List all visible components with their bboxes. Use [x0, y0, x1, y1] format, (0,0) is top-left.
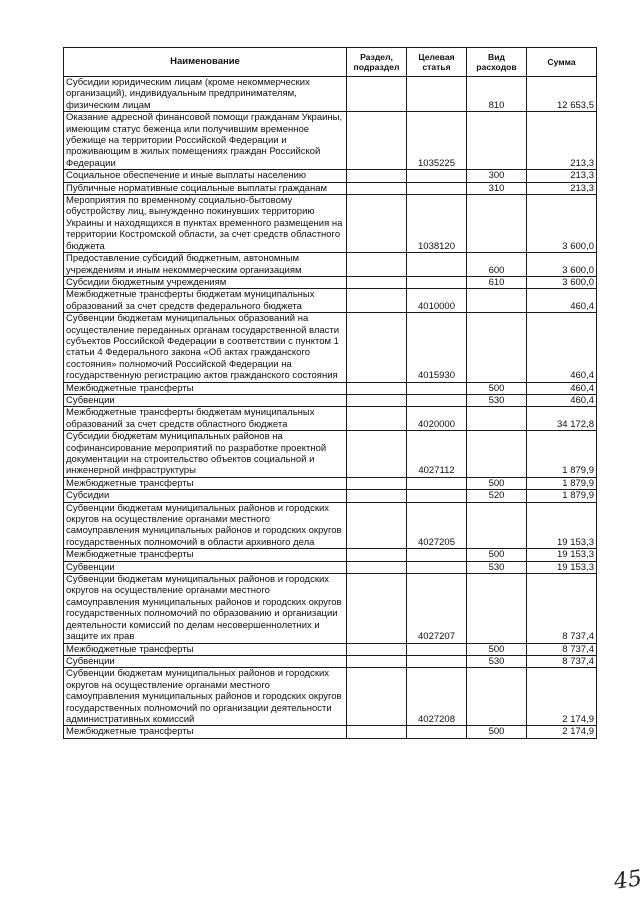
- cell-section: [347, 490, 407, 502]
- cell-type: [467, 112, 527, 170]
- cell-article: 4010000: [407, 289, 467, 313]
- cell-type: 810: [467, 77, 527, 112]
- cell-name: Оказание адресной финансовой помощи гражданам Украины, имеющим статус беженца или получившим временное убежище на территории Российской Федерации и проживающим в жилых помещениях граждан Российской Федерации: [64, 112, 347, 170]
- cell-name: Субвенции: [64, 394, 347, 406]
- cell-sum: 213,3: [527, 182, 597, 194]
- cell-article: [407, 170, 467, 182]
- cell-article: 4027112: [407, 431, 467, 478]
- budget-table: [63, 47, 597, 739]
- cell-name: Межбюджетные трансферты: [64, 382, 347, 394]
- table-row: [64, 655, 597, 667]
- table-row: [64, 195, 597, 253]
- cell-section: [347, 477, 407, 489]
- cell-sum: 213,3: [527, 112, 597, 170]
- cell-name: Публичные нормативные социальные выплаты гражданам: [64, 182, 347, 194]
- table-row: [64, 549, 597, 561]
- cell-type: 610: [467, 276, 527, 288]
- cell-article: [407, 643, 467, 655]
- cell-type: [467, 289, 527, 313]
- cell-sum: 8 737,4: [527, 655, 597, 667]
- cell-name: Социальное обеспечение и иные выплаты населению: [64, 170, 347, 182]
- cell-article: [407, 726, 467, 738]
- table-row: [64, 726, 597, 738]
- cell-sum: 460,4: [527, 313, 597, 382]
- cell-type: [467, 407, 527, 431]
- cell-type: 530: [467, 394, 527, 406]
- cell-section: [347, 668, 407, 726]
- cell-sum: 3 600,0: [527, 195, 597, 253]
- table-header-row: [64, 48, 597, 77]
- cell-name: Субвенции бюджетам муниципальных районов и городских округов на осуществление органами местного самоуправления муниципальных районов и городских округов государственных полномочий в области архивного дела: [64, 502, 347, 549]
- cell-article: 1038120: [407, 195, 467, 253]
- cell-name: Межбюджетные трансферты бюджетам муниципальных образований за счет средств федерального бюджета: [64, 289, 347, 313]
- cell-article: [407, 477, 467, 489]
- cell-section: [347, 726, 407, 738]
- cell-sum: 460,4: [527, 289, 597, 313]
- cell-sum: 3 600,0: [527, 253, 597, 277]
- cell-sum: 12 653,5: [527, 77, 597, 112]
- cell-name: Межбюджетные трансферты: [64, 643, 347, 655]
- cell-type: 530: [467, 655, 527, 667]
- table-row: [64, 253, 597, 277]
- cell-name: Субвенции бюджетам муниципальных районов и городских округов на осуществление органами местного самоуправления муниципальных районов и городских округов государственных полномочий по образованию и организации деятельности комиссий по делам несовершеннолетних и защите их прав: [64, 574, 347, 643]
- cell-sum: 34 172,8: [527, 407, 597, 431]
- cell-article: [407, 276, 467, 288]
- handwritten-page-number: 45: [612, 866, 644, 895]
- header-type: Вид расходов: [467, 48, 527, 77]
- cell-name: Межбюджетные трансферты: [64, 477, 347, 489]
- cell-type: [467, 195, 527, 253]
- table-row: [64, 477, 597, 489]
- cell-article: [407, 561, 467, 573]
- cell-article: 1035225: [407, 112, 467, 170]
- cell-section: [347, 574, 407, 643]
- cell-type: 500: [467, 382, 527, 394]
- cell-section: [347, 276, 407, 288]
- cell-name: Субсидии юридическим лицам (кроме некоммерческих организаций), индивидуальным предпринимателям, физическим лицам: [64, 77, 347, 112]
- cell-sum: 2 174,9: [527, 668, 597, 726]
- table-row: [64, 382, 597, 394]
- cell-section: [347, 170, 407, 182]
- cell-name: Межбюджетные трансферты бюджетам муниципальных образований за счет средств областного бюджета: [64, 407, 347, 431]
- table-row: [64, 561, 597, 573]
- cell-sum: 1 879,9: [527, 477, 597, 489]
- table-row: [64, 182, 597, 194]
- header-name: Наименование: [64, 48, 347, 77]
- cell-section: [347, 195, 407, 253]
- cell-article: [407, 394, 467, 406]
- document-page: [63, 47, 596, 739]
- cell-article: [407, 182, 467, 194]
- cell-type: 600: [467, 253, 527, 277]
- cell-article: 4027205: [407, 502, 467, 549]
- table-row: [64, 407, 597, 431]
- cell-section: [347, 655, 407, 667]
- table-row: [64, 77, 597, 112]
- cell-type: 500: [467, 549, 527, 561]
- cell-name: Мероприятия по временному социально-бытовому обустройству лиц, вынужденно покинувших территорию Украины и находящихся в пунктах временного размещения на территории Костромской области, за счет средств областного бюджета: [64, 195, 347, 253]
- cell-section: [347, 253, 407, 277]
- table-row: [64, 574, 597, 643]
- table-row: [64, 502, 597, 549]
- cell-section: [347, 382, 407, 394]
- cell-name: Субсидии бюджетным учреждениям: [64, 276, 347, 288]
- cell-name: Субвенции бюджетам муниципальных районов и городских округов на осуществление органами местного самоуправления муниципальных районов и городских округов государственных полномочий по организации деятельности административных комиссий: [64, 668, 347, 726]
- cell-section: [347, 313, 407, 382]
- table-row: [64, 668, 597, 726]
- cell-name: Межбюджетные трансферты: [64, 549, 347, 561]
- header-sum: Сумма: [527, 48, 597, 77]
- cell-article: [407, 77, 467, 112]
- cell-section: [347, 77, 407, 112]
- cell-article: 4027208: [407, 668, 467, 726]
- cell-type: 310: [467, 182, 527, 194]
- table-body: [64, 77, 597, 739]
- cell-name: Субвенции: [64, 655, 347, 667]
- cell-article: 4020000: [407, 407, 467, 431]
- cell-sum: 8 737,4: [527, 574, 597, 643]
- cell-type: [467, 502, 527, 549]
- cell-sum: 2 174,9: [527, 726, 597, 738]
- cell-type: 520: [467, 490, 527, 502]
- cell-sum: 460,4: [527, 382, 597, 394]
- cell-type: 530: [467, 561, 527, 573]
- table-row: [64, 490, 597, 502]
- cell-name: Субвенции: [64, 561, 347, 573]
- cell-section: [347, 407, 407, 431]
- cell-section: [347, 112, 407, 170]
- cell-name: Субсидии бюджетам муниципальных районов на софинансирование мероприятий по разработке проектной документации на строительство объектов социальной и инженерной инфраструктуры: [64, 431, 347, 478]
- cell-sum: 1 879,9: [527, 490, 597, 502]
- cell-sum: 19 153,3: [527, 549, 597, 561]
- cell-name: Предоставление субсидий бюджетным, автономным учреждениям и иным некоммерческим организациям: [64, 253, 347, 277]
- cell-section: [347, 549, 407, 561]
- cell-type: 500: [467, 477, 527, 489]
- cell-sum: 8 737,4: [527, 643, 597, 655]
- table-row: [64, 289, 597, 313]
- cell-section: [347, 289, 407, 313]
- cell-type: [467, 668, 527, 726]
- header-article: Целевая статья: [407, 48, 467, 77]
- cell-section: [347, 182, 407, 194]
- cell-article: [407, 382, 467, 394]
- header-section: Раздел, подраздел: [347, 48, 407, 77]
- table-row: [64, 643, 597, 655]
- cell-article: 4027207: [407, 574, 467, 643]
- cell-article: [407, 549, 467, 561]
- table-row: [64, 394, 597, 406]
- cell-type: 500: [467, 643, 527, 655]
- cell-type: 500: [467, 726, 527, 738]
- cell-sum: 19 153,3: [527, 561, 597, 573]
- cell-sum: 19 153,3: [527, 502, 597, 549]
- cell-article: [407, 253, 467, 277]
- cell-name: Субсидии: [64, 490, 347, 502]
- cell-article: [407, 490, 467, 502]
- cell-name: Субвенции бюджетам муниципальных образований на осуществление переданных органам государственной власти субъектов Российской Федерации в соответствии с пунктом 1 статьи 4 Федерального закона «Об актах гражданского состояния» полномочий Российской Федерации на государственную регистрацию актов гражданского состояния: [64, 313, 347, 382]
- cell-section: [347, 502, 407, 549]
- cell-sum: 1 879,9: [527, 431, 597, 478]
- table-row: [64, 112, 597, 170]
- cell-article: [407, 655, 467, 667]
- cell-sum: 460,4: [527, 394, 597, 406]
- cell-sum: 213,3: [527, 170, 597, 182]
- cell-article: 4015930: [407, 313, 467, 382]
- cell-sum: 3 600,0: [527, 276, 597, 288]
- cell-section: [347, 643, 407, 655]
- cell-type: [467, 431, 527, 478]
- cell-type: [467, 313, 527, 382]
- table-row: [64, 313, 597, 382]
- cell-section: [347, 394, 407, 406]
- cell-name: Межбюджетные трансферты: [64, 726, 347, 738]
- cell-type: [467, 574, 527, 643]
- cell-type: 300: [467, 170, 527, 182]
- table-row: [64, 170, 597, 182]
- table-row: [64, 276, 597, 288]
- table-row: [64, 431, 597, 478]
- cell-section: [347, 431, 407, 478]
- cell-section: [347, 561, 407, 573]
